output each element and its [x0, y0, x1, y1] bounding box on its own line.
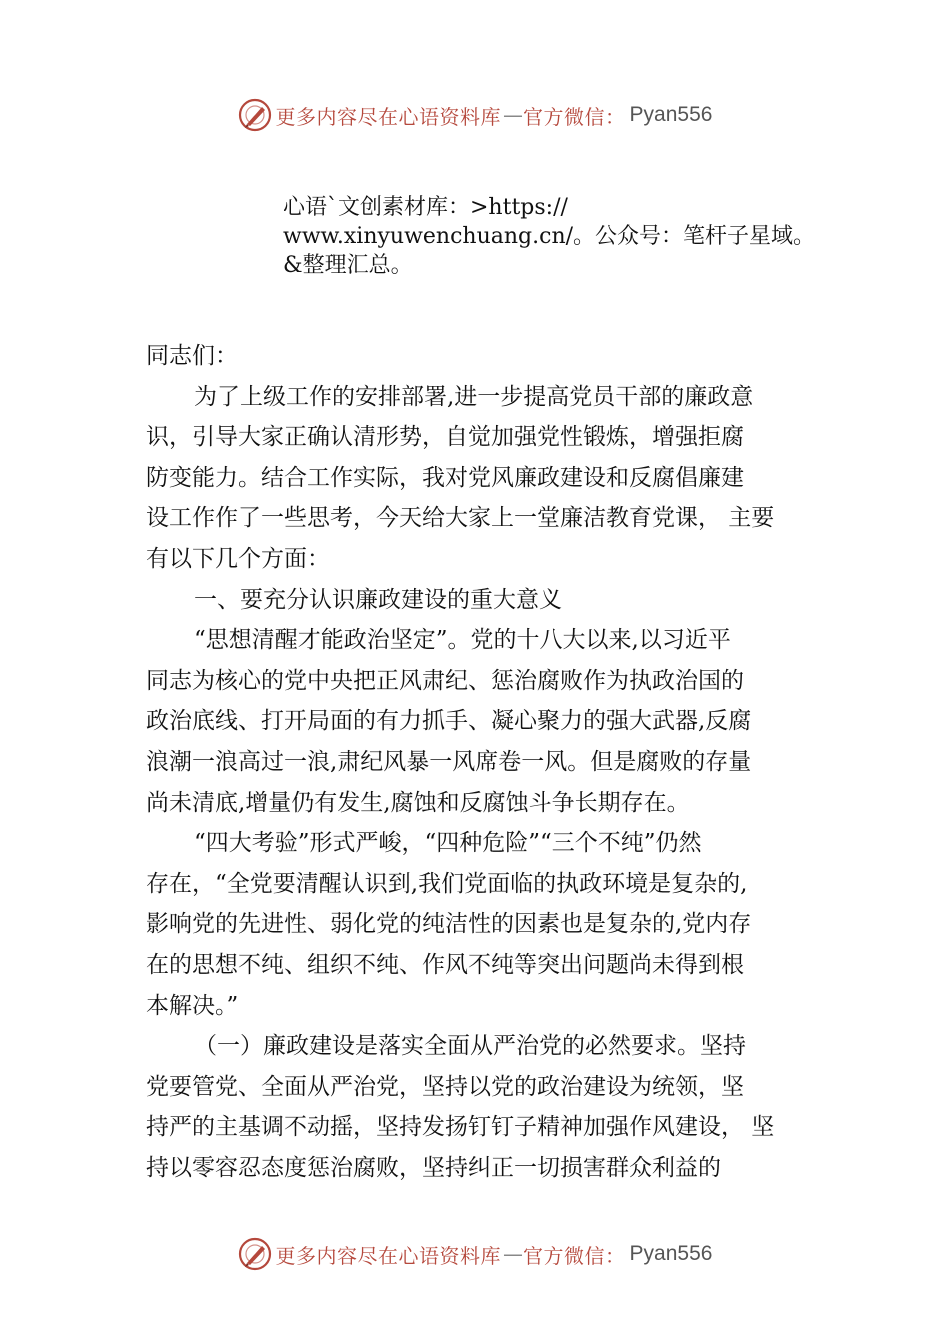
- paragraph-line: 持以零容忍态度惩治腐败，坚持纠正一切损害群众利益的: [146, 1154, 721, 1181]
- source-note-line: www.xinyuwenchuang.cn/。公众号：笔杆子星域。: [283, 224, 816, 249]
- banner-separator: —: [503, 103, 524, 127]
- paragraph-line: “思想清醒才能政治坚定”。党的十八大以来,以习近平: [194, 627, 731, 654]
- footer-banner: [0, 1234, 950, 1274]
- paragraph-line: 有以下几个方面：: [146, 545, 330, 572]
- paragraph-line: 为了上级工作的安排部署,进一步提高党员干部的廉政意: [194, 383, 754, 410]
- source-note-line: &整理汇总。: [283, 253, 413, 278]
- salutation: 同志们：: [146, 343, 238, 369]
- source-note: [283, 193, 903, 280]
- document-body: [146, 336, 814, 1188]
- paragraph-line: 党要管党、全面从严治党，坚持以党的政治建设为统领，坚: [146, 1073, 744, 1100]
- paragraph-line: “四大考验”形式严峻，“四种危险”“三个不纯”仍然: [194, 830, 702, 857]
- paragraph-line: 设工作作了一些思考，今天给大家上一堂廉洁教育党课， 主要: [146, 505, 775, 532]
- paragraph-line: 防变能力。结合工作实际，我对党风廉政建设和反腐倡廉建: [146, 464, 744, 491]
- paragraph-line: 在的思想不纯、组织不纯、作风不纯等突出问题尚未得到根: [146, 951, 744, 978]
- header-banner: [0, 95, 950, 135]
- paragraph-line: 尚未清底,增量仍有发生,腐蚀和反腐蚀斗争长期存在。: [146, 789, 690, 816]
- paragraph-line: 同志为核心的党中央把正风肃纪、惩治腐败作为执政治国的: [146, 667, 744, 694]
- paragraph-line: 影响党的先进性、弱化党的纯洁性的因素也是复杂的,党内存: [146, 911, 752, 938]
- paragraph-line: 识，引导大家正确认清形势，自觉加强党性锻炼，增强拒腐: [146, 424, 744, 451]
- paragraph-line: 政治底线、打开局面的有力抓手、凝心聚力的强大武器,反腐: [146, 708, 752, 735]
- paragraph-line: 存在，“全党要清醒认识到,我们党面临的执政环境是复杂的,: [146, 870, 748, 897]
- banner-contact-id: Pyan556: [629, 103, 713, 126]
- paragraph-line: 本解决。”: [146, 992, 239, 1019]
- banner-contact-id: Pyan556: [629, 1242, 713, 1265]
- pen-logo-icon: [238, 1237, 272, 1271]
- section-heading: 一、要充分认识廉政建设的重大意义: [194, 586, 562, 613]
- paragraph-line: 浪潮一浪高过一浪,肃纪风暴一风席卷一风。但是腐败的存量: [146, 748, 752, 775]
- source-note-line: 心语`文创素材库：>https://: [283, 195, 568, 220]
- banner-title: 更多内容尽在心语资料库: [275, 104, 502, 129]
- pen-logo-icon: [238, 98, 272, 132]
- subsection-line: （一）廉政建设是落实全面从严治党的必然要求。坚持: [194, 1033, 746, 1060]
- banner-title: 更多内容尽在心语资料库: [275, 1243, 502, 1268]
- paragraph-line: 持严的主基调不动摇，坚持发扬钉钉子精神加强作风建设， 坚: [146, 1114, 775, 1141]
- banner-contact-label: 官方微信：: [523, 104, 626, 129]
- banner-contact-label: 官方微信：: [523, 1243, 626, 1268]
- banner-separator: —: [503, 1242, 524, 1266]
